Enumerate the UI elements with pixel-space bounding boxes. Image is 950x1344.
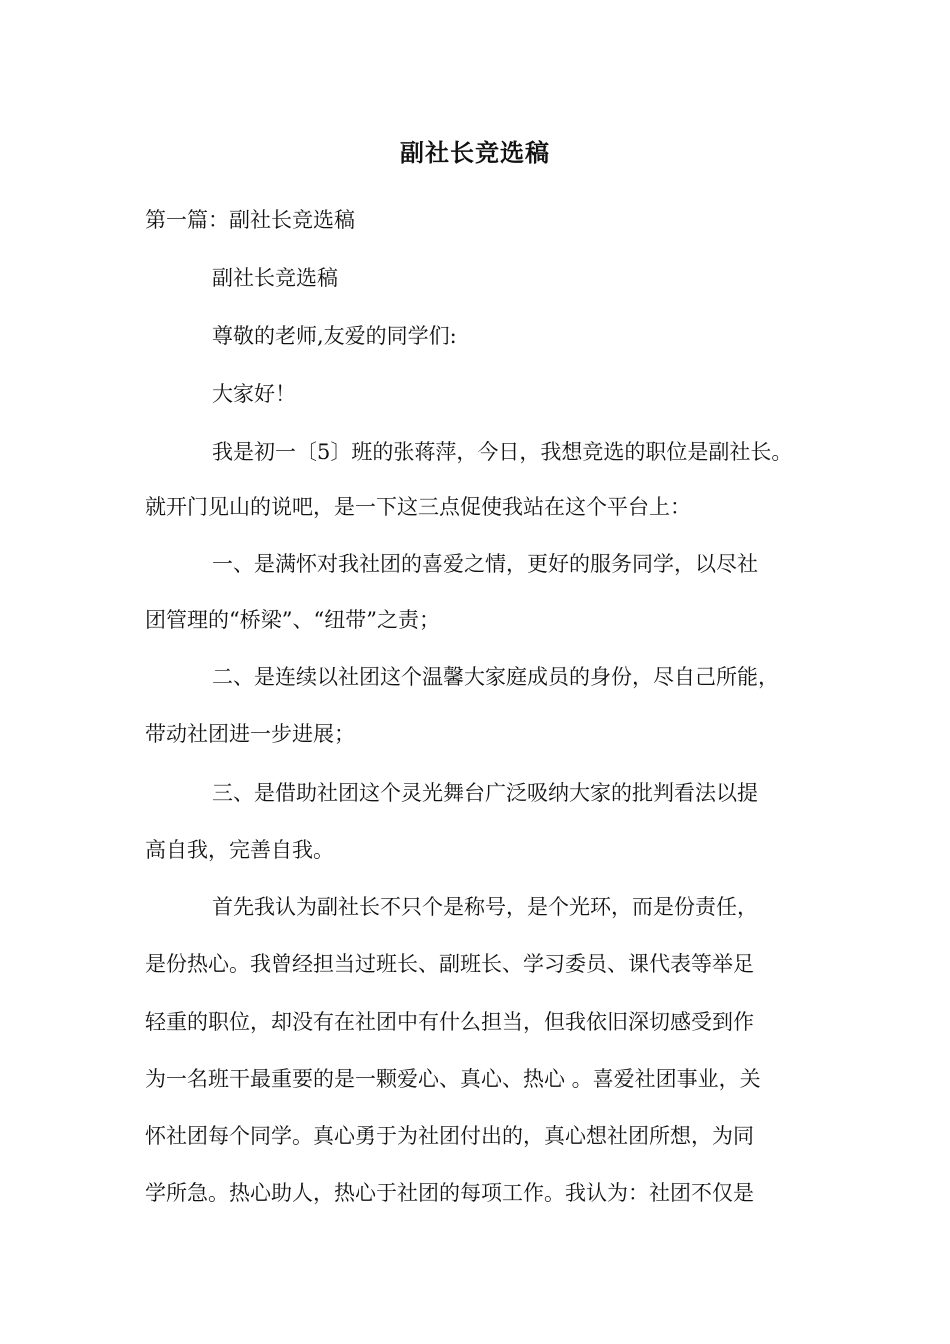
body-line: 轻重的职位，却没有在社团中有什么担当，但我依旧深切感受到作 <box>145 1010 754 1034</box>
body-line: 学所急。热心助人，热心于社团的每项工作。我认为：社团不仅是 <box>145 1181 754 1205</box>
section-heading: 第一篇：副社长竞选稿 <box>145 208 355 232</box>
body-line: 团管理的“桥梁”、“纽带”之责； <box>145 608 440 632</box>
body-line: 我是初一〔5〕班的张蒋萍，今日，我想竞选的职位是副社长。 <box>212 440 793 464</box>
body-line: 高自我，完善自我。 <box>145 838 334 862</box>
greeting: 大家好！ <box>212 382 296 406</box>
speech-title: 副社长竞选稿 <box>212 266 338 290</box>
body-line: 就开门见山的说吧，是一下这三点促使我站在这个平台上： <box>145 495 691 519</box>
body-line: 带动社团进一步进展； <box>145 722 355 746</box>
document-title: 副社长竞选稿 <box>400 139 550 167</box>
body-line: 首先我认为副社长不只个是称号，是个光环，而是份责任， <box>212 895 758 919</box>
body-line: 为一名班干最重要的是一颗爱心、真心、热心 。喜爱社团事业，关 <box>145 1067 761 1091</box>
body-line: 一、是满怀对我社团的喜爱之情，更好的服务同学，以尽社 <box>212 552 758 576</box>
body-line: 二、是连续以社团这个温馨大家庭成员的身份，尽自己所能， <box>212 665 779 689</box>
body-line: 怀社团每个同学。真心勇于为社团付出的，真心想社团所想，为同 <box>145 1124 754 1148</box>
salutation: 尊敬的老师,友爱的同学们: <box>212 324 457 348</box>
body-line: 三、是借助社团这个灵光舞台广泛吸纳大家的批判看法以提 <box>212 781 758 805</box>
body-line: 是份热心。我曾经担当过班长、副班长、学习委员、课代表等举足 <box>145 952 754 976</box>
